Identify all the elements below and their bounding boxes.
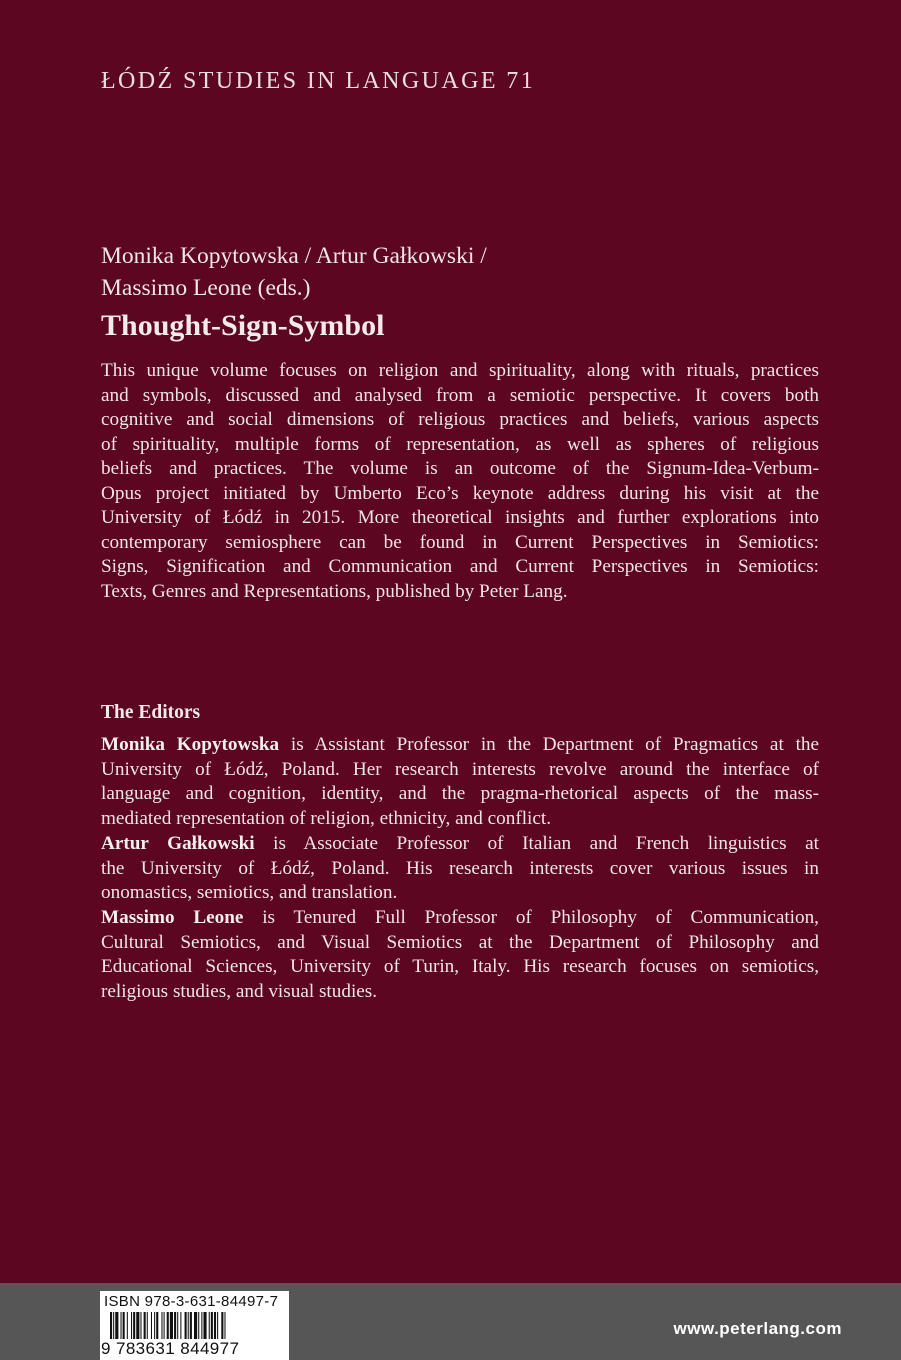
book-description	[101, 359, 819, 604]
bio-line: language and cognition, identity, and the pragma-rhetorical aspects of the mass-	[101, 783, 819, 804]
isbn-label: ISBN 978-3-631-84497-7	[104, 1293, 279, 1310]
description-line: This unique volume focuses on religion and spirituality, along with rituals, practices	[101, 360, 819, 381]
editor-name: Artur Gałkowski	[101, 833, 255, 854]
bio-line: Educational Sciences, University of Turin, Italy. His research focuses on semiotics,	[101, 956, 819, 977]
bio-line: mediated representation of religion, ethnicity, and conflict.	[101, 807, 552, 829]
bio-line	[101, 832, 819, 857]
description-line: contemporary semiosphere can be found in Current Perspectives in Semiotics:	[101, 531, 819, 553]
description-line: beliefs and practices. The volume is an outcome of the Signum-Idea-Verbum-	[101, 458, 819, 479]
editors-line-2: Massimo Leone (eds.)	[101, 275, 311, 301]
editor-bio-leone	[101, 906, 819, 1004]
book-title: Thought-Sign-Symbol	[101, 309, 385, 342]
bio-text: is Associate Professor of Italian and French linguistics at	[254, 833, 819, 854]
editor-bio-kopytowska	[101, 733, 819, 831]
bio-line: University of Łódź, Poland. Her research interests revolve around the interface of	[101, 758, 819, 780]
description-line: Texts, Genres and Representations, published by Peter Lang.	[101, 580, 568, 602]
barcode-digits	[100, 1339, 240, 1359]
description-line: University of Łódź in 2015. More theoretical insights and further explorations into	[101, 507, 819, 528]
bio-line	[101, 733, 819, 758]
description-line: of spirituality, multiple forms of representation, as well as spheres of religious	[101, 433, 819, 455]
description-line: Opus project initiated by Umberto Eco’s keynote address during his visit at the	[101, 482, 819, 504]
bio-line	[101, 906, 819, 931]
editors-heading: The Editors	[101, 702, 201, 723]
publisher-website-link[interactable]: www.peterlang.com	[673, 1319, 842, 1338]
description-line: Signs, Signification and Communication and Current Perspectives in Semiotics:	[101, 556, 819, 577]
bio-text: is Tenured Full Professor of Philosophy of Communication,	[243, 907, 819, 928]
bio-text: is Assistant Professor in the Department of Pragmatics at the	[279, 734, 820, 755]
editor-name: Monika Kopytowska	[101, 734, 280, 755]
bio-line: the University of Łódź, Poland. His research interests cover various issues in	[101, 857, 819, 879]
editor-bio-galkowski	[101, 832, 819, 906]
editor-name: Massimo Leone	[101, 907, 244, 928]
editors-line-1: Monika Kopytowska / Artur Gałkowski /	[101, 243, 487, 269]
barcode-number: 9 783631 844977	[101, 1339, 240, 1358]
bio-line: religious studies, and visual studies.	[101, 980, 378, 1002]
bio-line: Cultural Semiotics, and Visual Semiotics at the Department of Philosophy and	[101, 931, 819, 953]
bio-line: onomastics, semiotics, and translation.	[101, 882, 398, 903]
description-line: cognitive and social dimensions of religious practices and beliefs, various aspects	[101, 409, 819, 430]
description-line: and symbols, discussed and analysed from a semiotic perspective. It covers both	[101, 384, 819, 406]
series-title: ŁÓDŹ STUDIES IN LANGUAGE 71	[101, 68, 536, 94]
